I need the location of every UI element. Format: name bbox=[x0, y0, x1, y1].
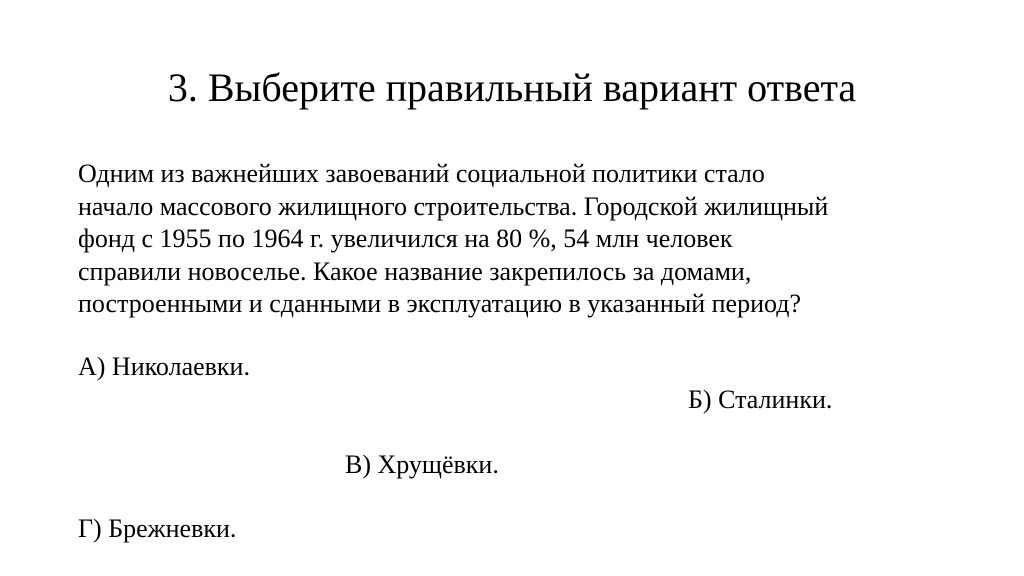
answer-option-b[interactable]: Б) Сталинки. bbox=[688, 385, 833, 414]
slide-title: 3. Выберите правильный вариант ответа bbox=[167, 65, 857, 110]
question-line: построенными и сданными в эксплуатацию в указанный период? bbox=[78, 289, 801, 318]
question-line: начало массового жилищного строительства. Городской жилищный bbox=[78, 191, 829, 221]
question-line: фонд с 1955 по 1964 г. увеличился на 80 %, 54 млн человек bbox=[78, 224, 733, 253]
question-text bbox=[78, 158, 978, 321]
answer-option-d[interactable]: Г) Брежневки. bbox=[78, 514, 237, 543]
question-line: справили новоселье. Какое название закрепилось за домами, bbox=[78, 256, 752, 286]
answer-option-c[interactable]: В) Хрущёвки. bbox=[345, 450, 499, 479]
question-line: Одним из важнейших завоеваний социальной политики стало bbox=[78, 159, 765, 188]
answer-option-a[interactable]: А) Николаевки. bbox=[78, 352, 250, 381]
